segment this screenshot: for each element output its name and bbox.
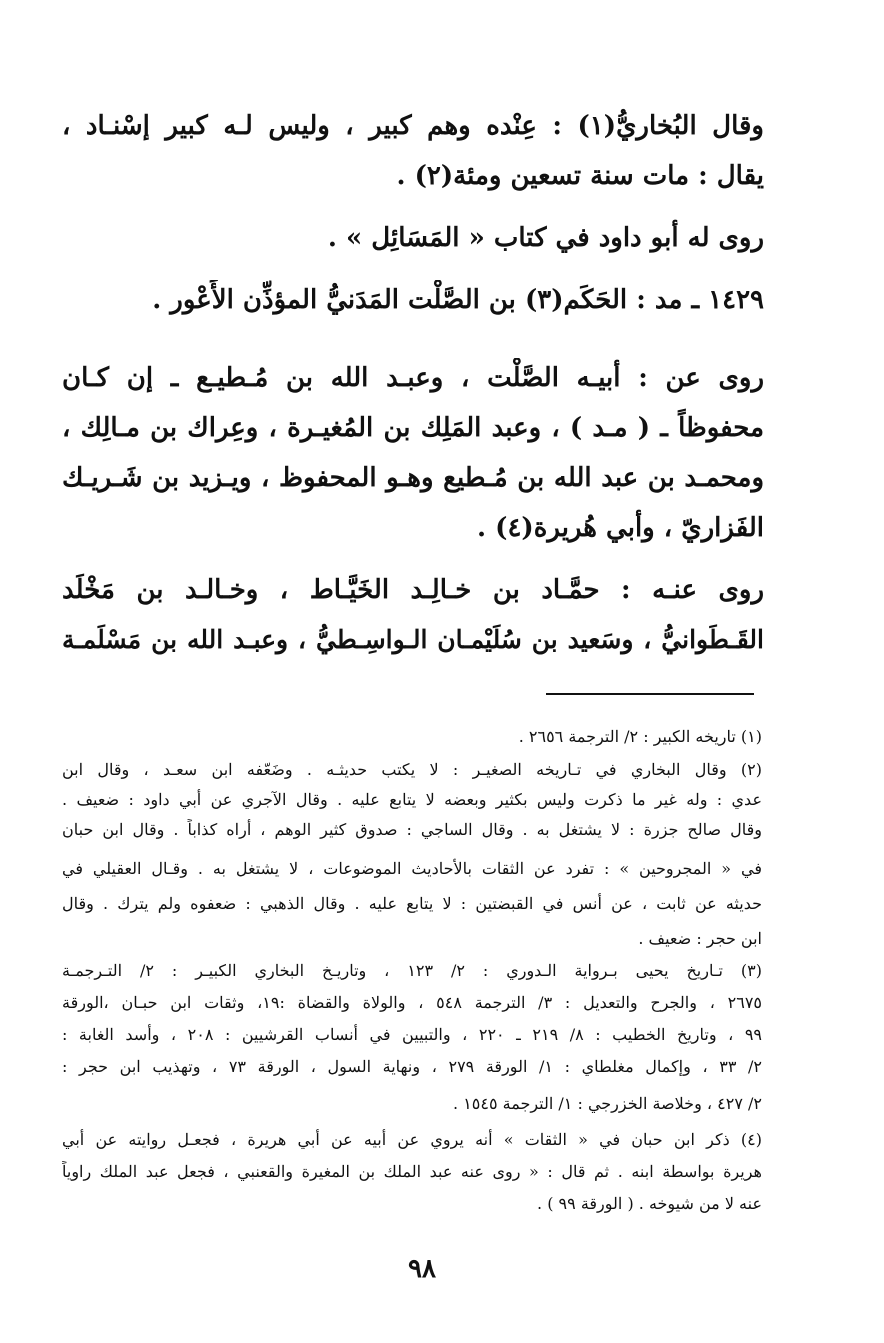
main-text-line: محفوظاً ـ ( مـد ) ، وعبد المَلِك بن المُغيـرة ، وعِراك بن مـالِك ،	[62, 413, 764, 443]
main-text-line: ومحمـد بن عبد الله بن مُـطيع وهـو المحفوظ ، ويـزيد بن شَـريـك	[62, 463, 764, 493]
main-text-line: يقال : مات سنة تسعين ومئة(٢) .	[396, 161, 764, 191]
footnote-line: عنه لا من شيوخه . ( الورقة ٩٩ ) .	[537, 1194, 762, 1213]
footnote-line: حديثه عن ثابت ، عن أنس في القبضتين : لا يتابع عليه . وقال الذهبي : ضعفوه ولم يترك . وقال	[62, 894, 762, 913]
footnote-line: (٣) تـاريخ يحيى بـرواية الـدوري : ٢/ ١٢٣ ، وتاريـخ البخاري الكبيـر : ٢/ التـرجمـة	[62, 961, 762, 980]
page-number: ٩٨	[408, 1254, 436, 1284]
footnote-line: عدي : وله غير ما ذكرت وليس بكثير وبعضه لا يتابع عليه . وقال الآجري عن أبي داود : ضعيف .	[62, 790, 762, 809]
footnote-line: (٢) وقال البخاري في تـاريخه الصغيـر : لا يكتب حديثـه . وضَعّفه ابن سعـد ، وقال ابن	[62, 760, 762, 779]
footnote-line: ٢/ ٣٣ ، وإكمال مغلطاي : ١/ الورقة ٢٧٩ ، ونهاية السول ، الورقة ٧٣ ، وتهذيب ابن حجر :	[62, 1057, 762, 1076]
main-text-line: القَـطَوانيُّ ، وسَعيد بن سُلَيْمـان الـواسِـطيُّ ، وعبـد الله بن مَسْلَمـة	[62, 625, 764, 654]
footnote-line: هريرة بواسطة ابنه . ثم قال : « روى عنه عبد الملك بن المغيرة والقعنبي ، فجعل عبد الملك راوياً	[62, 1162, 762, 1181]
footnote-line: (٤) ذكر ابن حبان في « الثقات » أنه يروي عن أبيه عن أبي هريرة ، فجعـل روايته عن أبي	[62, 1130, 762, 1149]
footnote-line: في « المجروحين » : تفرد عن الثقات بالأحاديث الموضوعات ، لا يشتغل به . وقـال العقيلي في	[62, 859, 762, 878]
main-text-line: الفَزاريّ ، وأبي هُريرة(٤) .	[477, 513, 764, 543]
main-text-line: روى له أبو داود في كتاب « المَسَائِل » .	[327, 223, 764, 253]
main-text-line: وقال البُخاريُّ(١) : عِنْده وهم كبير ، وليس لـه كبير إسْنـاد ،	[62, 111, 764, 141]
footnote-line: (١) تاريخه الكبير : ٢/ الترجمة ٢٦٥٦ .	[518, 727, 762, 746]
footnote-line: وقال صالح جزرة : لا يشتغل به . وقال الساجي : صدوق كثير الوهم ، أراه كذاباً . وقال ابن حبان	[62, 820, 762, 839]
footnote-line: ابن حجر : ضعيف .	[638, 929, 762, 948]
footnote-line: ٩٩ ، وتاريخ الخطيب : ٨/ ٢١٩ ـ ٢٢٠ ، والتبيين في أنساب القرشيين : ٢٠٨ ، وأسد الغابة :	[62, 1025, 762, 1044]
main-text-line: روى عنـه : حمَّـاد بن خـالِـد الخَيَّـاط ، وخـالـد بن مَخْلَد	[62, 575, 764, 605]
main-text-line: روى عن : أبيـه الصَّلْت ، وعبـد الله بن مُـطيـع ـ إن كـان	[62, 363, 764, 393]
entry-heading: ١٤٢٩ ـ مد : الحَكَم(٣) بن الصَّلْت المَدَنيُّ المؤذِّن الأَعْور .	[152, 285, 764, 315]
footnote-line: ٢/ ٤٢٧ ، وخلاصة الخزرجي : ١/ الترجمة ١٥٤٥ .	[452, 1094, 762, 1113]
footnote-separator	[546, 693, 754, 695]
footnote-line: ٢٦٧٥ ، والجرح والتعديل : ٣/ الترجمة ٥٤٨ ، والولاة والقضاة :١٩، وثقات ابن حبـان ،الورقة	[62, 993, 762, 1012]
